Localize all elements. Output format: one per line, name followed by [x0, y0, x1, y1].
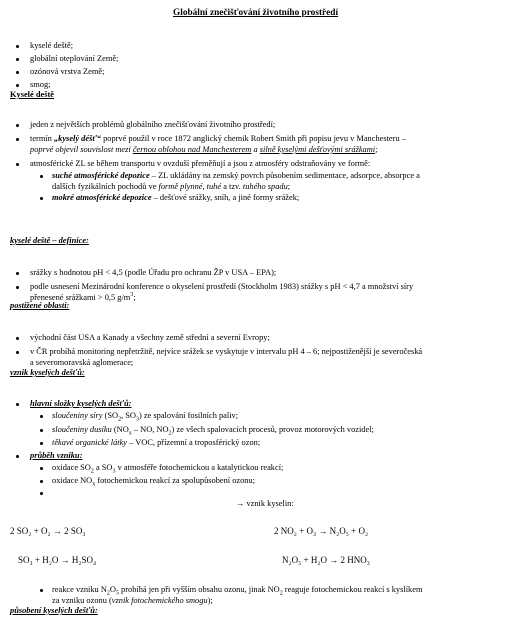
text: černou oblohou nad Manchesterem [132, 145, 252, 154]
subscript: x [92, 481, 96, 488]
text: těkavé organické látky [52, 438, 128, 447]
bullet [16, 45, 19, 48]
subscript: 2 [168, 430, 172, 437]
text: formě plynné, tuhé [158, 182, 222, 191]
text: O [109, 585, 116, 594]
text: termín [30, 134, 54, 143]
equation-no2-ozone: 2 NO₂ + O₃ → N₂O₅ + O₂ [274, 526, 369, 536]
list-item: kyselé deště; [30, 41, 74, 50]
list-item: smog; [30, 80, 51, 89]
section-heading-vznik: vznik kyselých dešťů: [10, 368, 85, 377]
subscript: 2 [90, 468, 94, 475]
sub-bullet [40, 175, 43, 178]
superscript: 3 [130, 292, 134, 299]
list-item: ozónová vrstva Země; [30, 67, 105, 76]
text: sloučeniny síry [52, 411, 103, 420]
text: za vzniku ozonu ( [52, 596, 112, 605]
paragraph: atmosférické ZL se během transportu v ovzduší přeměňují a jsou z atmosféry odstraňovány ve formě: [30, 159, 371, 168]
paragraph-line [52, 425, 374, 435]
paragraph-line [52, 476, 255, 486]
term-suche-depozice: suché atmosférické depozice [52, 171, 150, 180]
paragraph-line: a severomoravská aglomerace; [30, 358, 134, 367]
text: a [251, 145, 260, 154]
text: oxidace SO [52, 463, 91, 472]
text: fotochemickou reakcí za spolupůsobení ozonu; [95, 476, 256, 485]
text: reakce vzniku N [52, 585, 107, 594]
section-heading-postizene-oblasti: postižené oblasti: [10, 301, 70, 310]
equation-so2-oxidation: 2 SO₂ + O₂ → 2 SO₃ [10, 526, 86, 536]
text: – ZL ukládány na zemský povrch působením sedimentace, adsorpce, absorpce a [149, 171, 420, 180]
term-mokre-depozice: mokré atmosférické depozice [52, 193, 152, 202]
subscript: x [128, 430, 132, 437]
text: ; [287, 182, 291, 191]
subheading-prubeh-vzniku: průběh vzniku: [30, 451, 83, 460]
list-item: globální oteplování Země; [30, 54, 119, 63]
paragraph: východní část USA a Kanady a všechny země střední a severní Evropy; [30, 333, 270, 342]
paragraph: srážky s hodnotou pH < 4,5 (podle Úřadu pro ochranu ŽP v USA – EPA); [30, 268, 277, 277]
sub-bullet [40, 480, 43, 483]
text: v atmosféře fotochemickou a katalytickou reakcí; [115, 463, 284, 472]
text: – dešťové srážky, sníh, a jiné formy srážek; [151, 193, 300, 202]
text: – NO, NO [131, 425, 169, 434]
text: , SO [121, 411, 136, 420]
text: probíhá jen při vyšším obsahu ozonu, jinak NO [118, 585, 280, 594]
bullet [16, 138, 19, 141]
sub-bullet [40, 429, 43, 432]
paragraph-line [52, 411, 238, 421]
sub-bullet [40, 467, 43, 470]
bullet [16, 71, 19, 74]
paragraph-line [52, 463, 283, 473]
bullet [16, 124, 19, 127]
text: tuhého spadu [242, 182, 288, 191]
bullet [16, 286, 19, 289]
bullet [16, 272, 19, 275]
subscript: 3 [135, 416, 139, 423]
text: reaguje fotochemickou reakcí s kyslíkem [282, 585, 423, 594]
text: ; [375, 145, 378, 154]
subscript: 3 [112, 468, 116, 475]
bullet [16, 58, 19, 61]
text: sloučeniny dusíku [52, 425, 112, 434]
text: (NO [111, 425, 129, 434]
subscript: 2 [279, 590, 283, 597]
text: a tzv. [221, 182, 243, 191]
text: a SO [93, 463, 113, 472]
sub-bullet [40, 492, 43, 495]
paragraph-line [52, 193, 299, 203]
sub-bullet [40, 442, 43, 445]
term-kysely-dest: „kyselý déšť“ [53, 134, 101, 143]
subscript: 5 [115, 590, 119, 597]
bullet [16, 163, 19, 166]
subscript: 2 [118, 416, 122, 423]
paragraph-line: v ČR probíhá monitoring nepřetržitě, nejvíce srážek se vyskytuje v intervalu pH 4 – 6; nejpostiženější je severočeská [30, 347, 423, 356]
section-heading-pusobeni: působení kyselých dešťů: [10, 606, 98, 615]
bullet [16, 337, 19, 340]
equation-sulfuric-acid: SO₃ + H₂O → H₂SO₄ [18, 555, 97, 565]
text: oxidace NO [52, 476, 93, 485]
vznik-kyselin-label: → vznik kyselin: [236, 499, 294, 508]
bullet [16, 455, 19, 458]
text: poprvé použil v roce 1872 anglický chemik Robert Smith při popisu jevu v Manchesteru – [100, 134, 406, 143]
text: přenesené srážkami > 0,5 g/m [30, 293, 131, 302]
subheading-hlavni-slozky: hlavní složky kyselých dešťů: [30, 399, 132, 408]
section-heading-kysele-deste: Kyselé deště [10, 90, 54, 99]
text: vznik fotochemického smogu [111, 596, 208, 605]
text: ) ze všech spalovacích procesů, provoz motorových vozidel; [171, 425, 374, 434]
text: (SO [102, 411, 119, 420]
text: ; [133, 293, 136, 302]
page-title: Globální znečišťování životního prostředí [173, 8, 339, 18]
paragraph-line [52, 438, 260, 448]
paragraph-line [52, 171, 420, 181]
text: ); [207, 596, 213, 605]
bullet [16, 403, 19, 406]
paragraph-line [52, 182, 290, 192]
text: dalších fyzikálních pochodů ve [52, 182, 159, 191]
text: – VOC, přízemní a troposférický ozon; [127, 438, 261, 447]
paragraph-line [30, 134, 406, 144]
subscript: 2 [106, 590, 110, 597]
sub-bullet [40, 589, 43, 592]
bullet [16, 351, 19, 354]
sub-bullet [40, 415, 43, 418]
paragraph: jeden z největších problémů globálního znečišťování životního prostředí; [30, 120, 276, 129]
paragraph-line: podle usnesení Mezinárodní konference o okyselení prostředí (Stockholm 1983) srážky s pH < 4,7 a množství síry [30, 282, 414, 291]
paragraph-line [52, 596, 213, 606]
text: poprvé objevil souvislost mezi [30, 145, 133, 154]
bullet [16, 84, 19, 87]
text: ) ze spalování fosilních paliv; [138, 411, 239, 420]
paragraph-line [30, 145, 378, 155]
sub-bullet [40, 197, 43, 200]
section-heading-definice: kyselé deště – definice: [10, 236, 89, 245]
text: silně kyselými dešťovými srážkami [259, 145, 376, 154]
equation-nitric-acid: N₂O₅ + H₂O → 2 HNO₃ [282, 555, 370, 565]
paragraph-line [52, 585, 422, 595]
